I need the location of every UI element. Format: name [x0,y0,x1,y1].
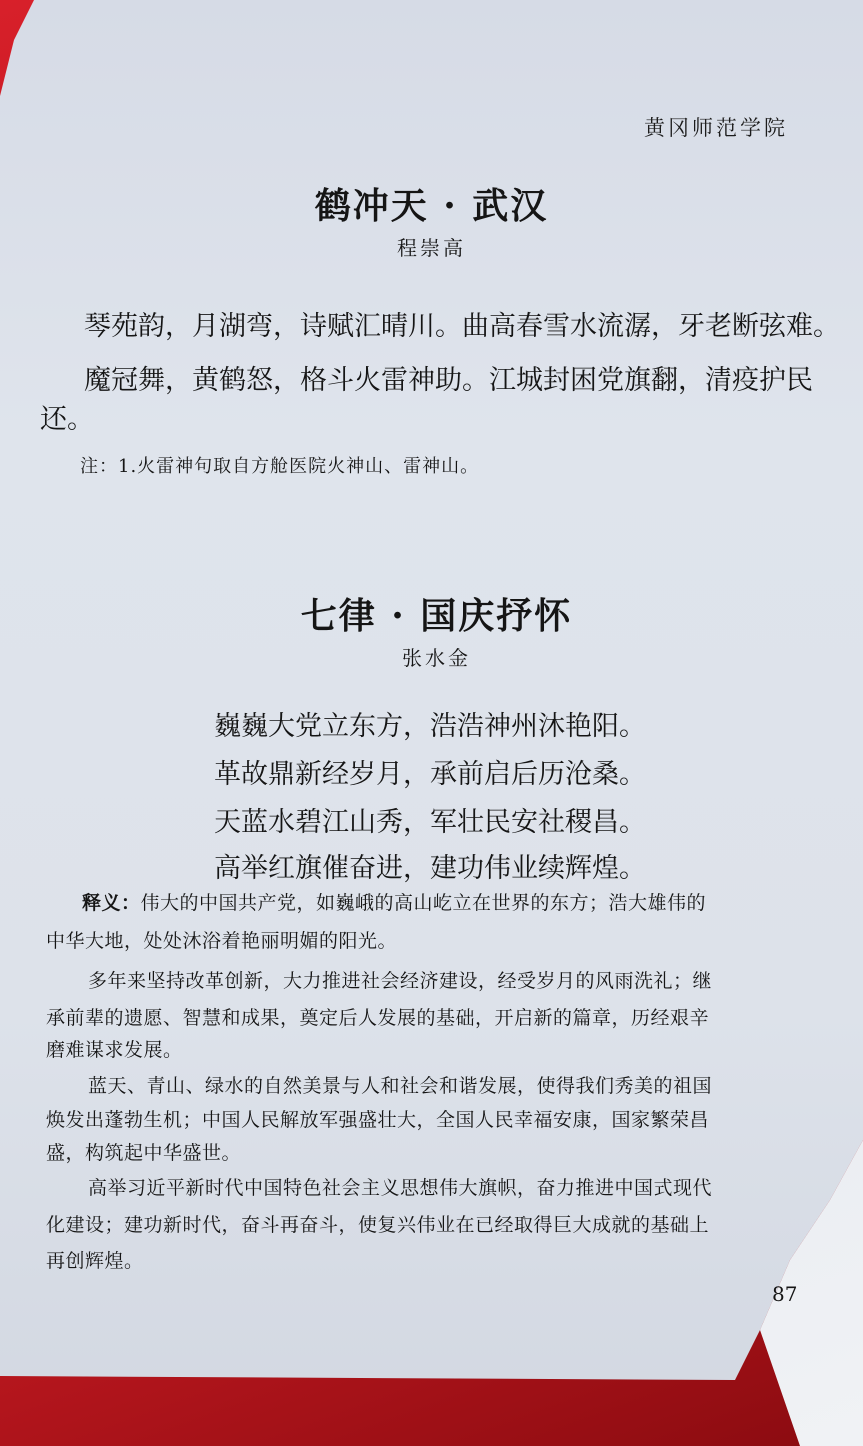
poem1-line: 还。 [40,404,94,435]
explanation-label: 释义： [82,892,141,914]
explanation-line: 中华大地，处处沐浴着艳丽明媚的阳光。 [46,930,398,952]
explanation-line: 焕发出蓬勃生机；中国人民解放军强盛壮大，全国人民幸福安康，国家繁荣昌 [46,1109,710,1131]
explanation-line: 释义：伟大的中国共产党，如巍峨的高山屹立在世界的东方；浩大雄伟的 [82,892,707,914]
page-number: 87 [772,1282,798,1306]
explanation-line: 化建设；建功新时代，奋斗再奋斗，使复兴伟业在已经取得巨大成就的基础上 [46,1214,710,1236]
explanation-line: 多年来坚持改革创新，大力推进社会经济建设，经受岁月的风雨洗礼；继 [88,970,713,992]
explanation-line: 再创辉煌。 [46,1250,144,1272]
poem2-title: 七律 · 国庆抒怀 [300,595,573,637]
poem2-verse: 革故鼎新经岁月，承前启后历沧桑。 [214,759,646,790]
explanation-line: 磨难谋求发展。 [46,1039,183,1061]
poem2-verse: 巍巍大党立东方，浩浩神州沐艳阳。 [214,711,646,742]
explanation-line: 承前辈的遗愿、智慧和成果，奠定后人发展的基础，开启新的篇章，历经艰辛 [46,1007,710,1029]
poem1-author: 程崇高 [397,236,466,260]
poem1-line: 魔冠舞，黄鹤怒，格斗火雷神助。江城封困党旗翻，清疫护民 [84,365,813,396]
poem2-author: 张水金 [402,646,471,670]
explanation-line: 盛，构筑起中华盛世。 [46,1142,242,1164]
poem2-verse: 天蓝水碧江山秀，军壮民安社稷昌。 [214,807,646,838]
running-header: 黄冈师范学院 [644,116,788,140]
explanation-line: 蓝天、青山、绿水的自然美景与人和社会和谐发展，使得我们秀美的祖国 [88,1075,713,1097]
explanation-line: 高举习近平新时代中国特色社会主义思想伟大旗帜，奋力推进中国式现代 [88,1177,713,1199]
poem1-note: 注：1.火雷神句取自方舱医院火神山、雷神山。 [80,456,480,477]
poem1-line: 琴苑韵，月湖弯，诗赋汇晴川。曲高春雪水流潺，牙老断弦难。 [84,311,840,342]
poem1-title: 鹤冲天 · 武汉 [314,185,549,227]
poem2-verse: 高举红旗催奋进，建功伟业续辉煌。 [214,853,646,884]
